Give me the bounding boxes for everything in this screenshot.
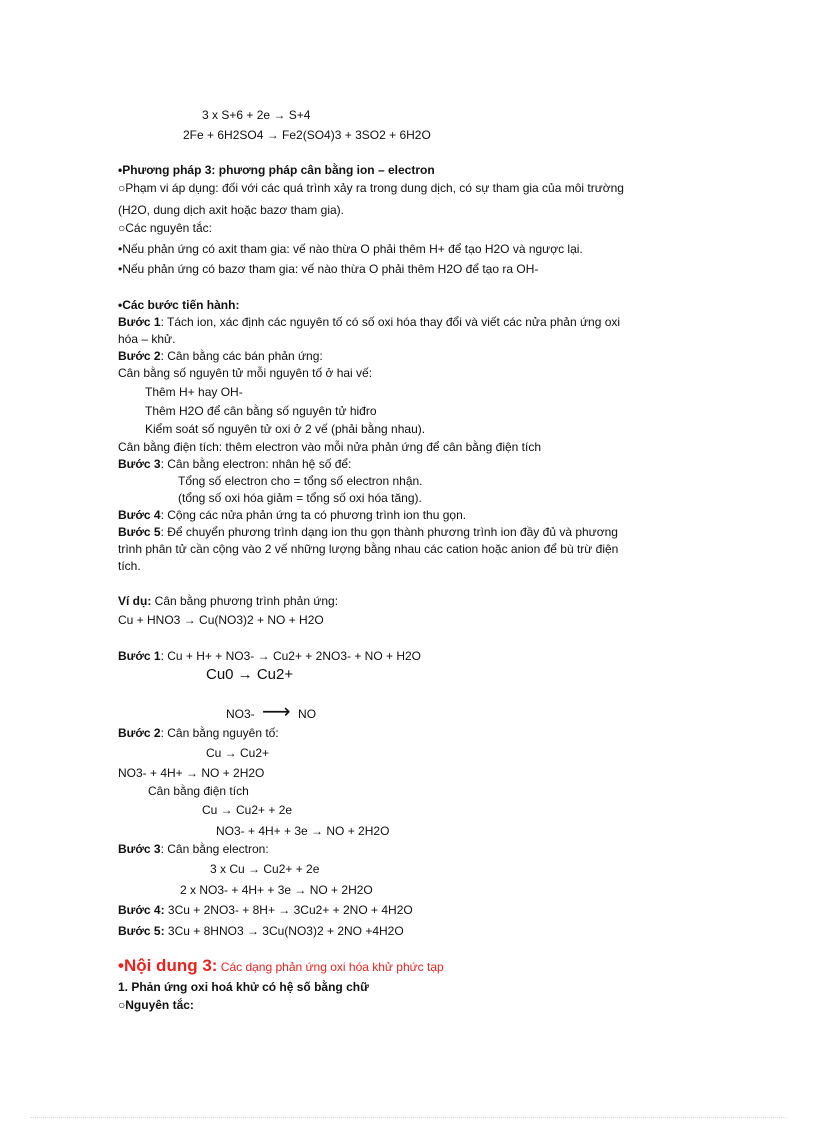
section-heading-content-3 xyxy=(118,957,444,976)
nitrate-multiplied: 2 x NO3- + 4H+ + 3e → NO + 2H2O xyxy=(180,883,373,897)
principle-label: ○Nguyên tắc: xyxy=(118,998,194,1012)
step-1-text-continued: hóa – khử. xyxy=(118,332,176,346)
principles-label: ○Các nguyên tắc: xyxy=(118,221,212,235)
example-step-2-text: : Cân bằng nguyên tố: xyxy=(160,726,279,740)
step-5-text-continued: trình phân tử cần cộng vào 2 vế những lượng bằng nhau các cation hoặc anion để bù trừ điện xyxy=(118,542,619,556)
example-step-5-line xyxy=(118,922,404,940)
nitric-oxide: NO xyxy=(298,707,317,721)
step-4-text: : Cộng các nửa phản ứng ta có phương trình ion thu gọn. xyxy=(160,508,467,522)
content-3-label: •Nội dung 3: xyxy=(118,956,218,975)
step-5-text: : Để chuyển phương trình dạng ion thu gọn thành phương trình ion đầy đủ và phương xyxy=(160,525,618,539)
long-arrow-icon: ⟶ xyxy=(262,701,291,723)
principle-base: •Nếu phản ứng có bazơ tham gia: vế nào thừa O phải thêm H2O để tạo ra OH- xyxy=(118,262,539,276)
example-step-3-line xyxy=(118,840,269,858)
step-5-line xyxy=(118,523,618,541)
copper-half-reaction: Cu → Cu2+ xyxy=(206,746,270,760)
step-5-text-end: tích. xyxy=(118,559,141,573)
nitrate-reduction xyxy=(226,703,316,723)
example-reaction: Cu + HNO3 → Cu(NO3)2 + NO + H2O xyxy=(118,613,324,627)
copper-charge-balanced: Cu → Cu2+ + 2e xyxy=(202,803,293,817)
step-4-label: Bước 4 xyxy=(118,508,161,522)
content-3-title: Các dạng phản ứng oxi hóa khử phức tạp xyxy=(217,960,444,974)
scope-text-continued: (H2O, dung dịch axit hoặc bazơ tham gia). xyxy=(118,203,344,217)
atom-balance-text: Cân bằng số nguyên tử mỗi nguyên tố ở hai vế: xyxy=(118,366,373,380)
step-5-label: Bước 5 xyxy=(118,525,161,539)
step-1-label: Bước 1 xyxy=(118,315,161,329)
example-step-4-line xyxy=(118,901,413,919)
example-intro-line xyxy=(118,592,338,610)
charge-balance-label: Cân bằng điện tích xyxy=(148,784,249,798)
subsection-letter-coefficients: 1. Phản ứng oxi hoá khử có hệ số bằng chữ xyxy=(118,980,369,994)
section-heading-method-3: •Phương pháp 3: phương pháp cân bằng ion – electron xyxy=(118,163,435,177)
example-step-2-label: Bước 2 xyxy=(118,726,161,740)
example-electron-balance-line: 3 x S+6 + 2e → S+4 xyxy=(202,108,311,122)
example-step-5-label: Bước 5: xyxy=(118,924,165,938)
sub-step-add-water: Thêm H2O để cân bằng số nguyên tử hiđro xyxy=(145,404,377,418)
example-equation-line: 2Fe + 6H2SO4 → Fe2(SO4)3 + 3SO2 + 6H2O xyxy=(183,128,431,142)
step-2-text: : Cân bằng các bán phản ứng: xyxy=(160,349,323,363)
example-step-4-label: Bước 4: xyxy=(118,903,165,917)
scope-text: ○Phạm vi áp dụng: đối với các quá trình xảy ra trong dung dịch, có sự tham gia của môi trường xyxy=(118,181,624,195)
oxidation-total-text: (tổng số oxi hóa giảm = tổng số oxi hóa tăng). xyxy=(178,491,422,505)
step-3-label: Bước 3 xyxy=(118,457,161,471)
ionic-equation: 3Cu + 2NO3- + 8H+ → 3Cu2+ + 2NO + 4H2O xyxy=(164,903,413,917)
copper-oxidation: Cu0 → Cu2+ xyxy=(206,666,294,683)
copper-multiplied: 3 x Cu → Cu2+ + 2e xyxy=(210,862,320,876)
example-step-1-label: Bước 1 xyxy=(118,649,161,663)
example-label: Ví dụ: xyxy=(118,594,152,608)
step-2-label: Bước 2 xyxy=(118,349,161,363)
example-step-1-line xyxy=(118,647,421,665)
example-step-3-text: : Cân bằng electron: xyxy=(160,842,269,856)
charge-balance-text: Cân bằng điện tích: thêm electron vào mỗi nửa phản ứng để cân bằng điện tích xyxy=(118,440,542,454)
nitrate-half-reaction: NO3- + 4H+ → NO + 2H2O xyxy=(118,766,265,780)
step-3-line xyxy=(118,455,351,473)
example-step-1-equation: : Cu + H+ + NO3- → Cu2+ + 2NO3- + NO + H2O xyxy=(160,649,422,663)
sub-step-add-ions: Thêm H+ hay OH- xyxy=(145,385,243,399)
electron-total-text: Tổng số electron cho = tổng số electron nhận. xyxy=(178,474,423,488)
step-2-line xyxy=(118,347,323,365)
molecular-equation: 3Cu + 8HNO3 → 3Cu(NO3)2 + 2NO +4H2O xyxy=(164,924,404,938)
steps-heading: •Các bước tiến hành: xyxy=(118,298,240,312)
step-3-text: : Cân bằng electron: nhân hệ số để: xyxy=(160,457,352,471)
nitrate-charge-balanced: NO3- + 4H+ + 3e → NO + 2H2O xyxy=(216,824,390,838)
step-1-text: : Tách ion, xác định các nguyên tố có số oxi hóa thay đổi và viết các nửa phản ứng oxi xyxy=(160,315,621,329)
sub-step-check-oxygen: Kiểm soát số nguyên tử oxi ở 2 vế (phải bằng nhau). xyxy=(145,422,426,436)
principle-acid: •Nếu phản ứng có axit tham gia: vế nào thừa O phải thêm H+ để tạo H2O và ngược lại. xyxy=(118,242,583,256)
nitrate-ion: NO3- xyxy=(226,707,255,721)
step-1-line xyxy=(118,313,620,331)
page-bottom-divider xyxy=(30,1117,786,1118)
example-intro-text: Cân bằng phương trình phản ứng: xyxy=(151,594,339,608)
step-4-line xyxy=(118,506,466,524)
example-step-3-label: Bước 3 xyxy=(118,842,161,856)
example-step-2-line xyxy=(118,724,279,742)
